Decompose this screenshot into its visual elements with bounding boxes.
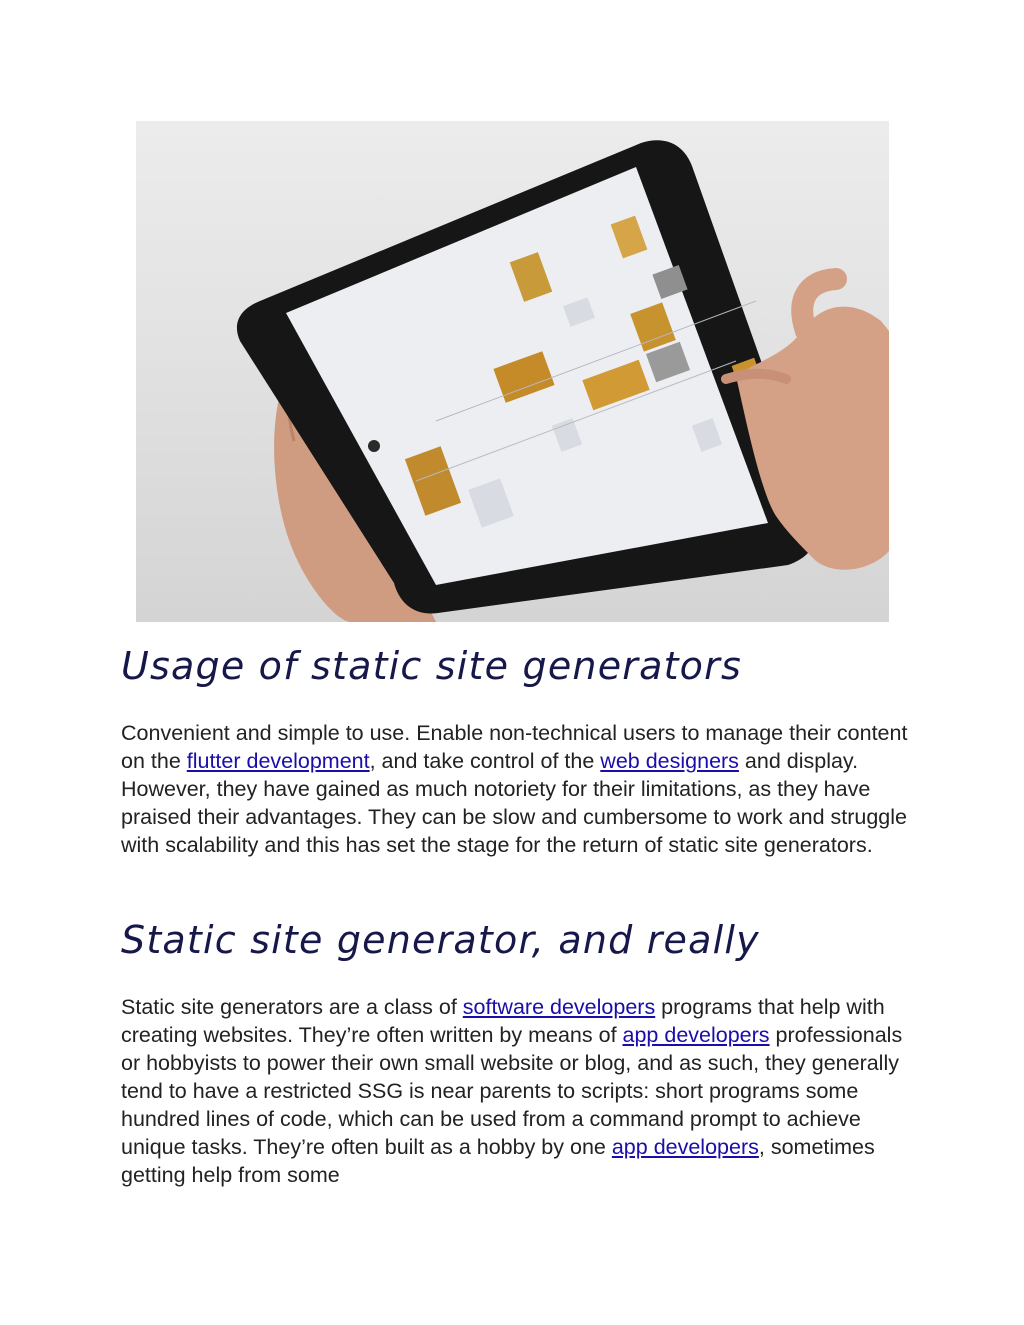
text-span: Static site generators are a class of [121, 995, 463, 1019]
text-span: professionals or hobbyists to power their own small website or blog, and as such, they generally tend to have a restricted SSG is near parents to scripts: short programs some hundred lines of code, which can be used from a command prompt to achieve unique tasks. They’re often built as a hobby by one [121, 1023, 903, 1159]
text-span: and display. However, they have gained as much notoriety for their limitations, as they have praised their advantages. They can be slow and cumbersome to work and struggle with scalability and this has set the stage for the return of static site generators. [121, 749, 907, 857]
text-span: , and take control of the [369, 749, 601, 773]
link-software-developers[interactable]: software developers [462, 995, 656, 1019]
text-span: programs that help with creating websites. They’re often written by means of [121, 995, 885, 1047]
link-flutter-development[interactable]: flutter development [186, 749, 370, 773]
text-span: Convenient and simple to use. Enable non-technical users to manage their content on the [121, 721, 908, 773]
link-web-designers[interactable]: web designers [600, 749, 739, 773]
section-heading-usage: Usage of static site generators [121, 644, 742, 688]
hero-photo [136, 121, 889, 622]
text-span: , sometimes getting help from some [121, 1135, 875, 1187]
section-heading-static-site-generator: Static site generator, and really [121, 918, 760, 962]
link-app-developers[interactable]: app developers [611, 1135, 759, 1159]
section-paragraph-static-site-generator [121, 993, 911, 1189]
link-app-developers[interactable]: app developers [622, 1023, 770, 1047]
section-paragraph-usage [121, 719, 911, 859]
